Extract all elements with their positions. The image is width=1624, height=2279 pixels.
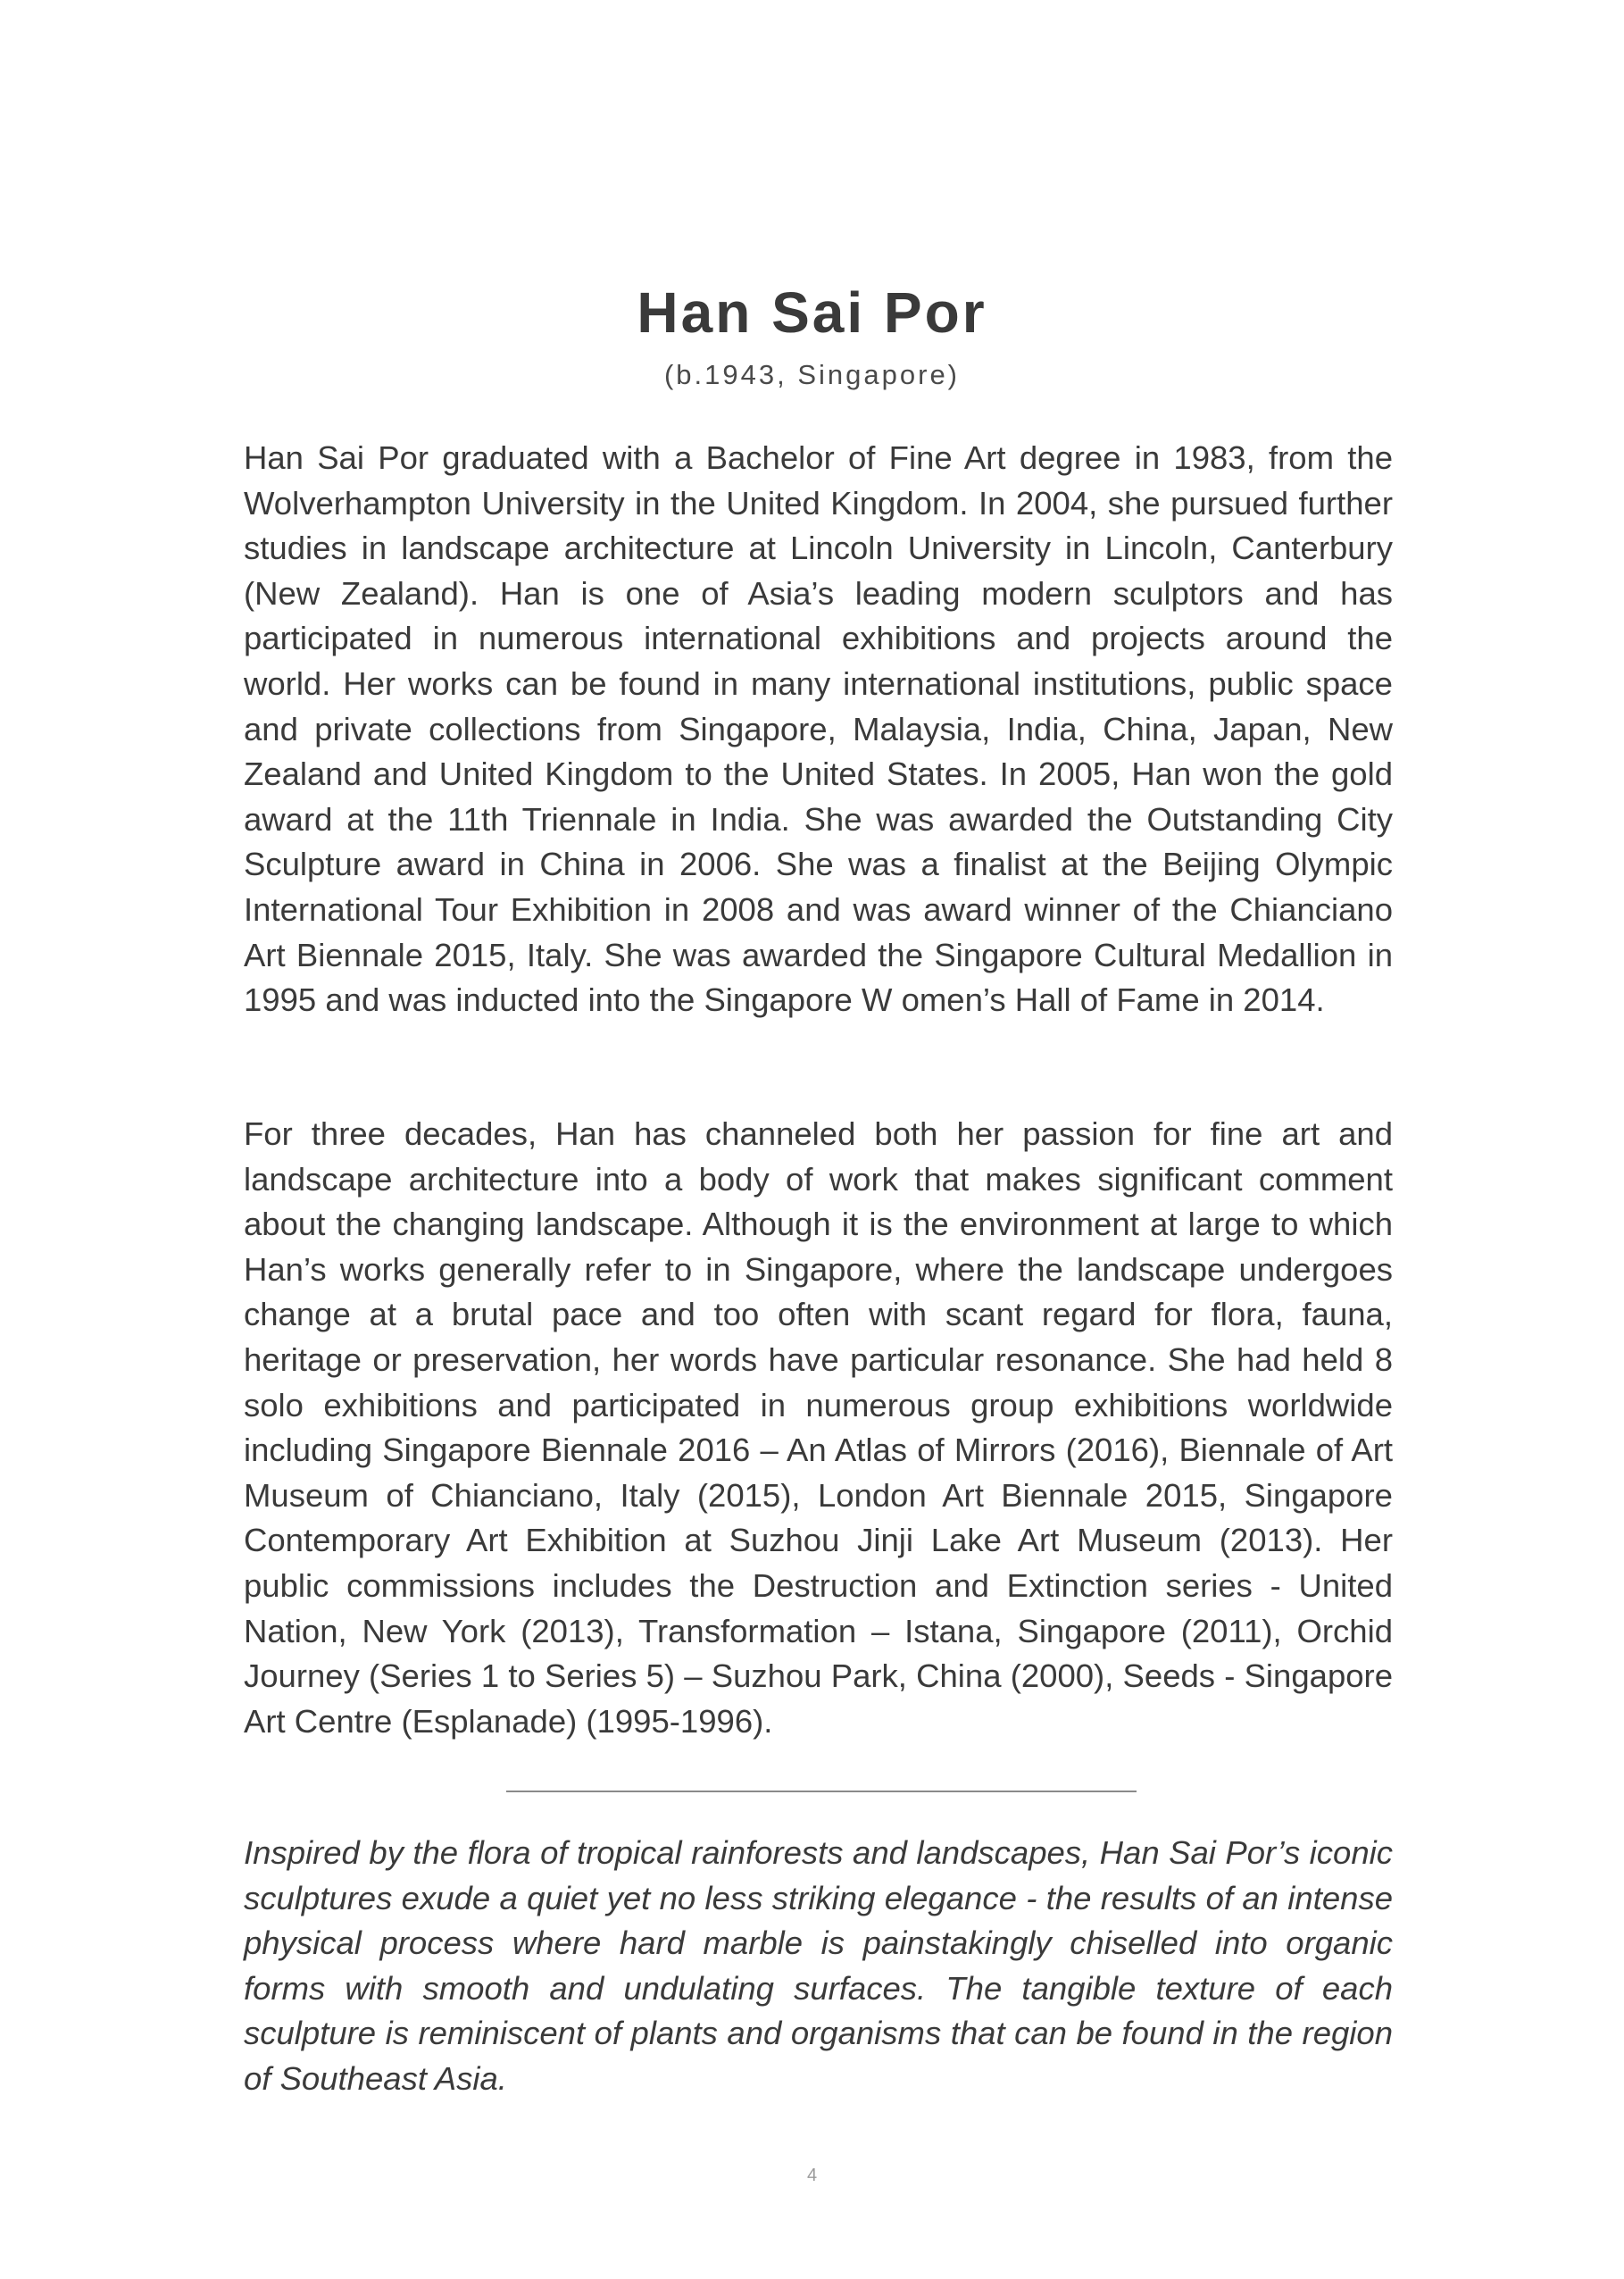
biography-paragraph-2: For three decades, Han has channeled both her passion for fine art and landscape architecture into a body of work that makes significant comment about the changing landscape. Although it is the environment at large to which Han’s works generally refer to in Singapore, where the landscape undergoes change at a brutal pace and too often with scant regard for flora, fauna, heritage or preservation, her words have particular resonance. She had held 8 solo exhibitions and participated in numerous group exhibitions worldwide including Singapore Biennale 2016 – An Atlas of Mirrors (2016), Biennale of Art Museum of Chianciano, Italy (2015), London Art Biennale 2015, Singapore Contemporary Art Exhibition at Suzhou Jinji Lake Art Museum (2013). Her public commissions includes the Destruction and Extinction series - United Nation, New York (2013), Transformation – Istana, Singapore (2011), Orchid Journey (Series 1 to Series 5) – Suzhou Park, China (2000), Seeds - Singapore Art Centre (Esplanade) (1995-1996). bbox=[244, 1115, 1393, 1740]
page-number: 4 bbox=[806, 2166, 818, 2185]
biography-paragraph-1: Han Sai Por graduated with a Bachelor of Fine Art degree in 1983, from the Wolverhampton University in the United Kingdom. In 2004, she pursued further studies in landscape architecture at Lincoln University in Lincoln, Canterbury (New Zealand). Han is one of Asia’s leading modern sculptors and has participated in numerous international exhibitions and projects around the world. Her works can be found in many international institutions, public space and private collections from Singapore, Malaysia, India, China, Japan, New Zealand and United Kingdom to the United States. In 2005, Han won the gold award at the 11th Triennale in India. She was awarded the Outstanding City Sculpture award in China in 2006. She was a finalist at the Beijing Olympic International Tour Exhibition in 2008 and was award winner of the Chianciano Art Biennale 2015, Italy. She was awarded the Singapore Cultural Medallion in 1995 and was inducted into the Singapore W omen’s Hall of Fame in 2014. bbox=[244, 439, 1393, 1019]
artist-statement-quote: Inspired by the flora of tropical rainforests and landscapes, Han Sai Por’s iconic sculptures exude a quiet yet no less striking elegance - the results of an intense physical process where hard marble is painstakingly chiselled into organic forms with smooth and undulating surfaces. The tangible texture of each sculpture is reminiscent of plants and organisms that can be found in the region of Southeast Asia. bbox=[244, 1834, 1393, 2097]
artist-birth-info: (b.1943, Singapore) bbox=[663, 359, 961, 390]
section-divider bbox=[506, 1791, 1137, 1792]
artist-name-heading: Han Sai Por bbox=[637, 280, 987, 345]
